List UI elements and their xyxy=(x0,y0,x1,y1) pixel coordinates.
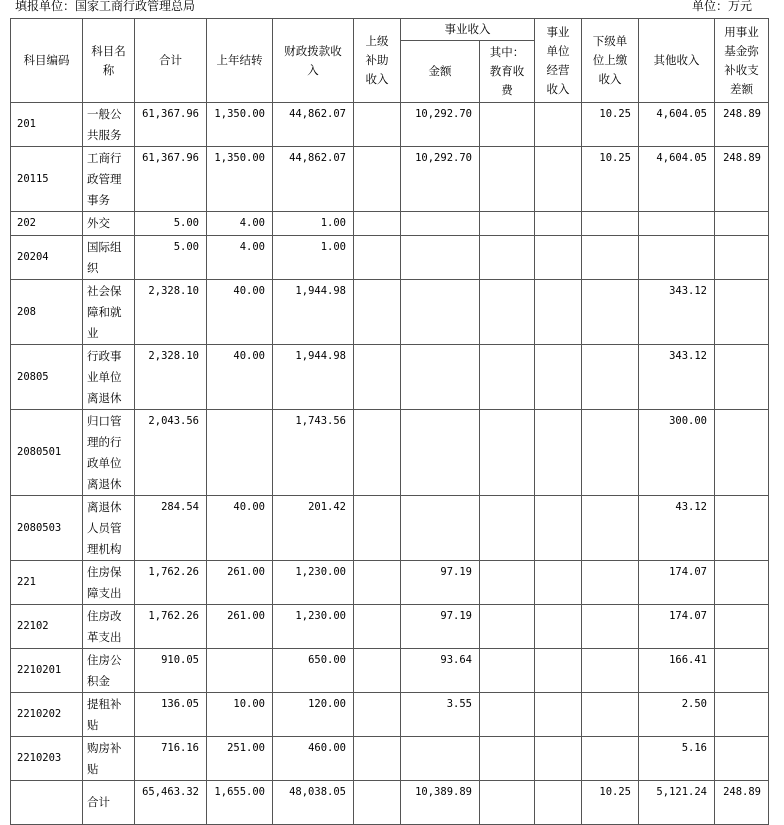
cell-superior xyxy=(354,649,401,693)
cell-fiscal: 650.00 xyxy=(273,649,354,693)
cell-fund xyxy=(715,561,769,605)
total-label: 合计 xyxy=(83,781,135,825)
cell-name: 国际组织 xyxy=(83,236,135,280)
col-business-amount-header: 金额 xyxy=(401,41,480,103)
cell-fiscal: 1,944.98 xyxy=(273,345,354,410)
cell-fund xyxy=(715,693,769,737)
cell-business-edu xyxy=(480,103,535,147)
table-row xyxy=(11,345,769,410)
cell-superior xyxy=(354,345,401,410)
cell-carryover: 10.00 xyxy=(207,693,273,737)
cell-superior xyxy=(354,561,401,605)
cell-carryover: 40.00 xyxy=(207,280,273,345)
col-name-header: 科目名称 xyxy=(83,19,135,103)
cell-other: 174.07 xyxy=(639,561,715,605)
cell-carryover xyxy=(207,410,273,496)
cell-code: 20204 xyxy=(11,236,83,280)
cell-superior xyxy=(354,693,401,737)
cell-total: 716.16 xyxy=(135,737,207,781)
table-row xyxy=(11,605,769,649)
cell-code: 208 xyxy=(11,280,83,345)
total-row xyxy=(11,781,769,825)
cell-name: 购房补贴 xyxy=(83,737,135,781)
cell-total: 61,367.96 xyxy=(135,103,207,147)
cell-code: 2210201 xyxy=(11,649,83,693)
cell-other: 174.07 xyxy=(639,605,715,649)
cell-subordinate: 10.25 xyxy=(582,781,639,825)
cell-fund xyxy=(715,280,769,345)
cell-business-amount: 97.19 xyxy=(401,605,480,649)
col-business-group-header: 事业收入 xyxy=(401,19,535,41)
cell-carryover: 1,350.00 xyxy=(207,147,273,212)
cell-business-edu xyxy=(480,212,535,236)
cell-other: 2.50 xyxy=(639,693,715,737)
cell-fund xyxy=(715,649,769,693)
cell-business-edu xyxy=(480,410,535,496)
cell-subordinate xyxy=(582,345,639,410)
cell-operating xyxy=(535,737,582,781)
cell-fiscal: 44,862.07 xyxy=(273,147,354,212)
table-row xyxy=(11,236,769,280)
cell-carryover: 1,655.00 xyxy=(207,781,273,825)
cell-superior xyxy=(354,496,401,561)
cell-fund xyxy=(715,496,769,561)
cell-carryover: 261.00 xyxy=(207,561,273,605)
cell-name: 一般公共服务 xyxy=(83,103,135,147)
cell-fund xyxy=(715,212,769,236)
cell-business-amount: 10,389.89 xyxy=(401,781,480,825)
cell-business-amount xyxy=(401,737,480,781)
cell-business-amount xyxy=(401,345,480,410)
cell-total: 65,463.32 xyxy=(135,781,207,825)
cell-business-edu xyxy=(480,693,535,737)
cell-fund: 248.89 xyxy=(715,781,769,825)
cell-business-edu xyxy=(480,280,535,345)
cell-fiscal: 44,862.07 xyxy=(273,103,354,147)
cell-other xyxy=(639,236,715,280)
cell-fund xyxy=(715,345,769,410)
cell-business-edu xyxy=(480,236,535,280)
cell-subordinate xyxy=(582,649,639,693)
cell-code: 201 xyxy=(11,103,83,147)
cell-fund xyxy=(715,236,769,280)
cell-carryover: 4.00 xyxy=(207,212,273,236)
col-operating-header: 事业单位经营收入 xyxy=(535,19,582,103)
cell-fund xyxy=(715,605,769,649)
cell-name: 住房保障支出 xyxy=(83,561,135,605)
cell-code: 20805 xyxy=(11,345,83,410)
cell-total: 5.00 xyxy=(135,236,207,280)
cell-operating xyxy=(535,147,582,212)
cell-superior xyxy=(354,410,401,496)
cell-fund xyxy=(715,737,769,781)
table-row xyxy=(11,103,769,147)
table-row xyxy=(11,496,769,561)
cell-name: 工商行政管理事务 xyxy=(83,147,135,212)
cell-carryover: 40.00 xyxy=(207,345,273,410)
cell-other: 300.00 xyxy=(639,410,715,496)
cell-subordinate: 10.25 xyxy=(582,103,639,147)
cell-operating xyxy=(535,649,582,693)
cell-business-amount: 93.64 xyxy=(401,649,480,693)
cell-business-edu xyxy=(480,561,535,605)
cell-fiscal: 1.00 xyxy=(273,212,354,236)
cell-other: 43.12 xyxy=(639,496,715,561)
cell-code: 2210203 xyxy=(11,737,83,781)
col-code-header: 科目编码 xyxy=(11,19,83,103)
table-row xyxy=(11,737,769,781)
cell-total: 284.54 xyxy=(135,496,207,561)
col-fiscal-header: 财政拨款收入 xyxy=(273,19,354,103)
reporting-unit: 填报单位：国家工商行政管理总局 xyxy=(15,0,196,13)
cell-business-amount xyxy=(401,410,480,496)
cell-subordinate: 10.25 xyxy=(582,147,639,212)
cell-carryover: 1,350.00 xyxy=(207,103,273,147)
cell-subordinate xyxy=(582,280,639,345)
cell-business-amount: 10,292.70 xyxy=(401,103,480,147)
cell-total: 5.00 xyxy=(135,212,207,236)
cell-fund xyxy=(715,410,769,496)
cell-subordinate xyxy=(582,212,639,236)
cell-total: 1,762.26 xyxy=(135,561,207,605)
cell-total: 2,328.10 xyxy=(135,280,207,345)
cell-business-amount xyxy=(401,212,480,236)
cell-total: 910.05 xyxy=(135,649,207,693)
cell-fiscal: 460.00 xyxy=(273,737,354,781)
cell-code: 22102 xyxy=(11,605,83,649)
cell-carryover xyxy=(207,649,273,693)
cell-other: 166.41 xyxy=(639,649,715,693)
cell-other: 5,121.24 xyxy=(639,781,715,825)
cell-business-edu xyxy=(480,781,535,825)
cell-fund: 248.89 xyxy=(715,103,769,147)
cell-fiscal: 1,230.00 xyxy=(273,605,354,649)
cell-carryover: 251.00 xyxy=(207,737,273,781)
cell-code: 221 xyxy=(11,561,83,605)
cell-operating xyxy=(535,212,582,236)
table-row xyxy=(11,147,769,212)
table-row xyxy=(11,561,769,605)
cell-other: 4,604.05 xyxy=(639,147,715,212)
cell-superior xyxy=(354,236,401,280)
cell-code: 202 xyxy=(11,212,83,236)
cell-subordinate xyxy=(582,737,639,781)
cell-fiscal: 1,743.56 xyxy=(273,410,354,496)
cell-code: 2080501 xyxy=(11,410,83,496)
cell-operating xyxy=(535,410,582,496)
table-row xyxy=(11,649,769,693)
table-row xyxy=(11,212,769,236)
cell-fiscal: 48,038.05 xyxy=(273,781,354,825)
cell-superior xyxy=(354,212,401,236)
cell-subordinate xyxy=(582,496,639,561)
col-fund-header: 用事业基金弥补收支差额 xyxy=(715,19,769,103)
cell-total: 136.05 xyxy=(135,693,207,737)
cell-subordinate xyxy=(582,236,639,280)
cell-name: 住房改革支出 xyxy=(83,605,135,649)
col-superior-header: 上级补助收入 xyxy=(354,19,401,103)
cell-business-edu xyxy=(480,147,535,212)
cell-operating xyxy=(535,345,582,410)
col-carryover-header: 上年结转 xyxy=(207,19,273,103)
cell-superior xyxy=(354,737,401,781)
cell-business-amount: 97.19 xyxy=(401,561,480,605)
cell-fiscal: 201.42 xyxy=(273,496,354,561)
cell-code: 20115 xyxy=(11,147,83,212)
cell-business-edu xyxy=(480,345,535,410)
cell-operating xyxy=(535,103,582,147)
col-other-header: 其他收入 xyxy=(639,19,715,103)
cell-operating xyxy=(535,280,582,345)
table-row xyxy=(11,280,769,345)
cell-fiscal: 1,944.98 xyxy=(273,280,354,345)
cell-subordinate xyxy=(582,410,639,496)
cell-business-amount xyxy=(401,496,480,561)
cell-business-edu xyxy=(480,737,535,781)
cell-total: 2,328.10 xyxy=(135,345,207,410)
currency-unit: 单位：万元 xyxy=(691,0,752,13)
cell-carryover: 40.00 xyxy=(207,496,273,561)
cell-business-amount: 10,292.70 xyxy=(401,147,480,212)
cell-other: 4,604.05 xyxy=(639,103,715,147)
cell-superior xyxy=(354,781,401,825)
cell-other xyxy=(639,212,715,236)
cell-carryover: 261.00 xyxy=(207,605,273,649)
col-total-header: 合计 xyxy=(135,19,207,103)
cell-superior xyxy=(354,605,401,649)
cell-operating xyxy=(535,605,582,649)
cell-name: 离退休人员管理机构 xyxy=(83,496,135,561)
cell-subordinate xyxy=(582,561,639,605)
cell-name: 住房公积金 xyxy=(83,649,135,693)
cell-total: 1,762.26 xyxy=(135,605,207,649)
cell-superior xyxy=(354,103,401,147)
cell-business-edu xyxy=(480,649,535,693)
cell-name: 归口管理的行政单位离退休 xyxy=(83,410,135,496)
cell-operating xyxy=(535,781,582,825)
cell-superior xyxy=(354,147,401,212)
cell-operating xyxy=(535,236,582,280)
cell-fiscal: 1.00 xyxy=(273,236,354,280)
cell-operating xyxy=(535,693,582,737)
cell-business-edu xyxy=(480,605,535,649)
table-row xyxy=(11,693,769,737)
cell-other: 5.16 xyxy=(639,737,715,781)
cell-subordinate xyxy=(582,605,639,649)
cell-subordinate xyxy=(582,693,639,737)
cell-code: 2080503 xyxy=(11,496,83,561)
col-business-edu-header: 其中：教育收费 xyxy=(480,41,535,103)
cell-name: 社会保障和就业 xyxy=(83,280,135,345)
table-row xyxy=(11,410,769,496)
cell-other: 343.12 xyxy=(639,345,715,410)
cell-business-amount xyxy=(401,280,480,345)
cell-business-amount xyxy=(401,236,480,280)
cell-business-amount: 3.55 xyxy=(401,693,480,737)
cell-total: 2,043.56 xyxy=(135,410,207,496)
cell-fiscal: 120.00 xyxy=(273,693,354,737)
cell-fund: 248.89 xyxy=(715,147,769,212)
cell-operating xyxy=(535,561,582,605)
cell-operating xyxy=(535,496,582,561)
cell-carryover: 4.00 xyxy=(207,236,273,280)
cell-name: 提租补贴 xyxy=(83,693,135,737)
cell-code xyxy=(11,781,83,825)
revenue-table xyxy=(10,18,769,825)
cell-business-edu xyxy=(480,496,535,561)
cell-other: 343.12 xyxy=(639,280,715,345)
col-subordinate-header: 下级单位上缴收入 xyxy=(582,19,639,103)
cell-fiscal: 1,230.00 xyxy=(273,561,354,605)
cell-total: 61,367.96 xyxy=(135,147,207,212)
cell-name: 外交 xyxy=(83,212,135,236)
cell-code: 2210202 xyxy=(11,693,83,737)
cell-name: 行政事业单位离退休 xyxy=(83,345,135,410)
cell-superior xyxy=(354,280,401,345)
